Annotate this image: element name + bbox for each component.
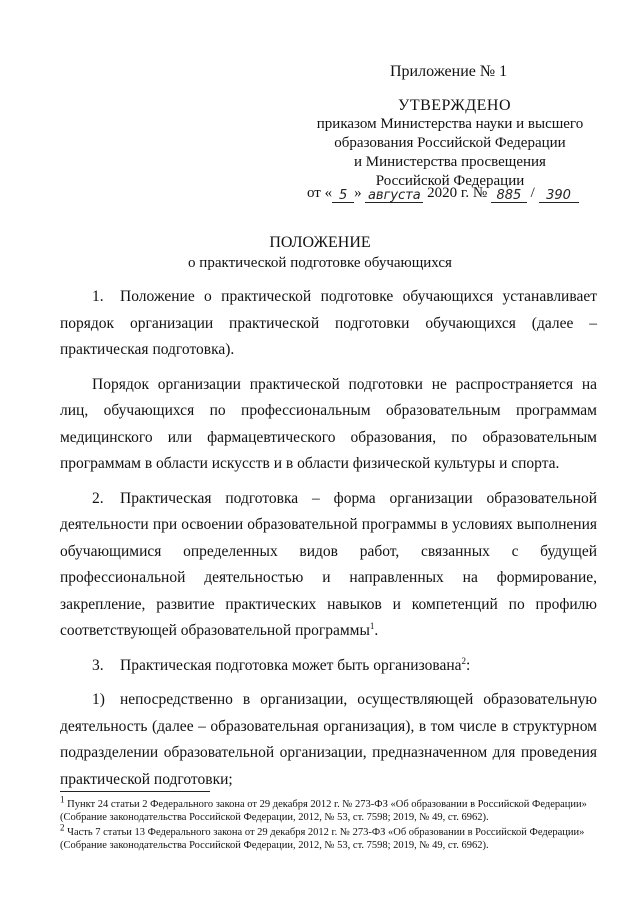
footnote-ref: 2 (461, 655, 467, 666)
date-month-handwritten: августа (365, 186, 423, 203)
date-mid: » (354, 185, 362, 201)
approval-line: и Министерства просвещения (354, 154, 546, 170)
footnote-ref: 1 (369, 620, 375, 631)
approval-block (300, 115, 600, 191)
paragraph-3 (60, 653, 597, 680)
appendix-label: Приложение № 1 (390, 63, 508, 80)
date-year: 2020 г. № (427, 185, 488, 201)
paragraph-text: Положение о практической подготовке обучающихся устанавливает порядок организации практической подготовки обучающихся (далее – практическая подготовка). (60, 288, 597, 358)
paragraph-3-1 (60, 687, 597, 793)
footnote-mark: 1 (60, 794, 65, 805)
approved-stamp: УТВЕРЖДЕНО (398, 97, 512, 114)
footnote-text: Часть 7 статьи 13 Федерального закона от 29 декабря 2012 г. № 273-ФЗ «Об образовании в Российской Федерации» (Собрание законодательства Российской Федерации, 2012, № 53, ст. 7598; 2019, № 49, ст. 6962). (60, 827, 585, 851)
paragraph-number: 3. (92, 656, 104, 674)
footnote-divider (60, 791, 210, 792)
order-number-1-handwritten: 885 (491, 186, 527, 203)
footnote-mark: 2 (60, 822, 65, 833)
document-title: ПОЛОЖЕНИЕ (269, 234, 371, 251)
paragraph-1b: Порядок организации практической подготовки не распространяется на лиц, обучающихся по профессиональным образовательным программам медицинского или фармацевтического образования, по образовательным программам в области искусств и в области физической культуры и спорта. (60, 375, 597, 472)
paragraph-end: : (466, 656, 471, 674)
footnote-2 (60, 822, 600, 852)
approval-line: образования Российской Федерации (334, 135, 566, 151)
paragraph-number: 2. (92, 489, 104, 507)
paragraph-text: Практическая подготовка – форма организации образовательной деятельности при освоении образовательной программы в условиях выполнения обучающимися определенных видов работ, связанных с будущей профессиональной деятельностью и направленных на формирование, закрепление, развитие практических навыков и компетенций по профилю соответствующей образовательной программы (60, 489, 597, 639)
paragraph-number: 1) (92, 691, 105, 708)
date-day-handwritten: 5 (332, 186, 354, 203)
footnote-1 (60, 794, 600, 824)
order-separator: / (530, 185, 535, 201)
order-date-line (307, 184, 637, 203)
document-body (60, 284, 597, 801)
date-prefix: от « (307, 185, 333, 201)
paragraph-2 (60, 486, 597, 645)
paragraph-1 (60, 284, 597, 364)
paragraph-number: 1. (92, 288, 104, 305)
order-number-2-handwritten: 390 (539, 186, 579, 203)
approval-line: Российской Федерации (375, 173, 525, 189)
paragraph-end: . (374, 622, 379, 639)
footnote-text: Пункт 24 статьи 2 Федерального закона от 29 декабря 2012 г. № 273-ФЗ «Об образовании в Российской Федерации» (Собрание законодательства Российской Федерации, 2012, № 53, ст. 7598; 2019, № 49, ст. 6962). (60, 799, 587, 823)
document-subtitle: о практической подготовке обучающихся (188, 255, 452, 271)
paragraph-text: непосредственно в организации, осуществляющей образовательную деятельность (далее – образовательная организация), в том числе в структурном подразделении образовательной организации, предназначенном для проведения практической подготовки; (60, 691, 597, 788)
approval-line: приказом Министерства науки и высшего (316, 116, 584, 132)
paragraph-text: Практическая подготовка может быть организована (120, 656, 462, 674)
